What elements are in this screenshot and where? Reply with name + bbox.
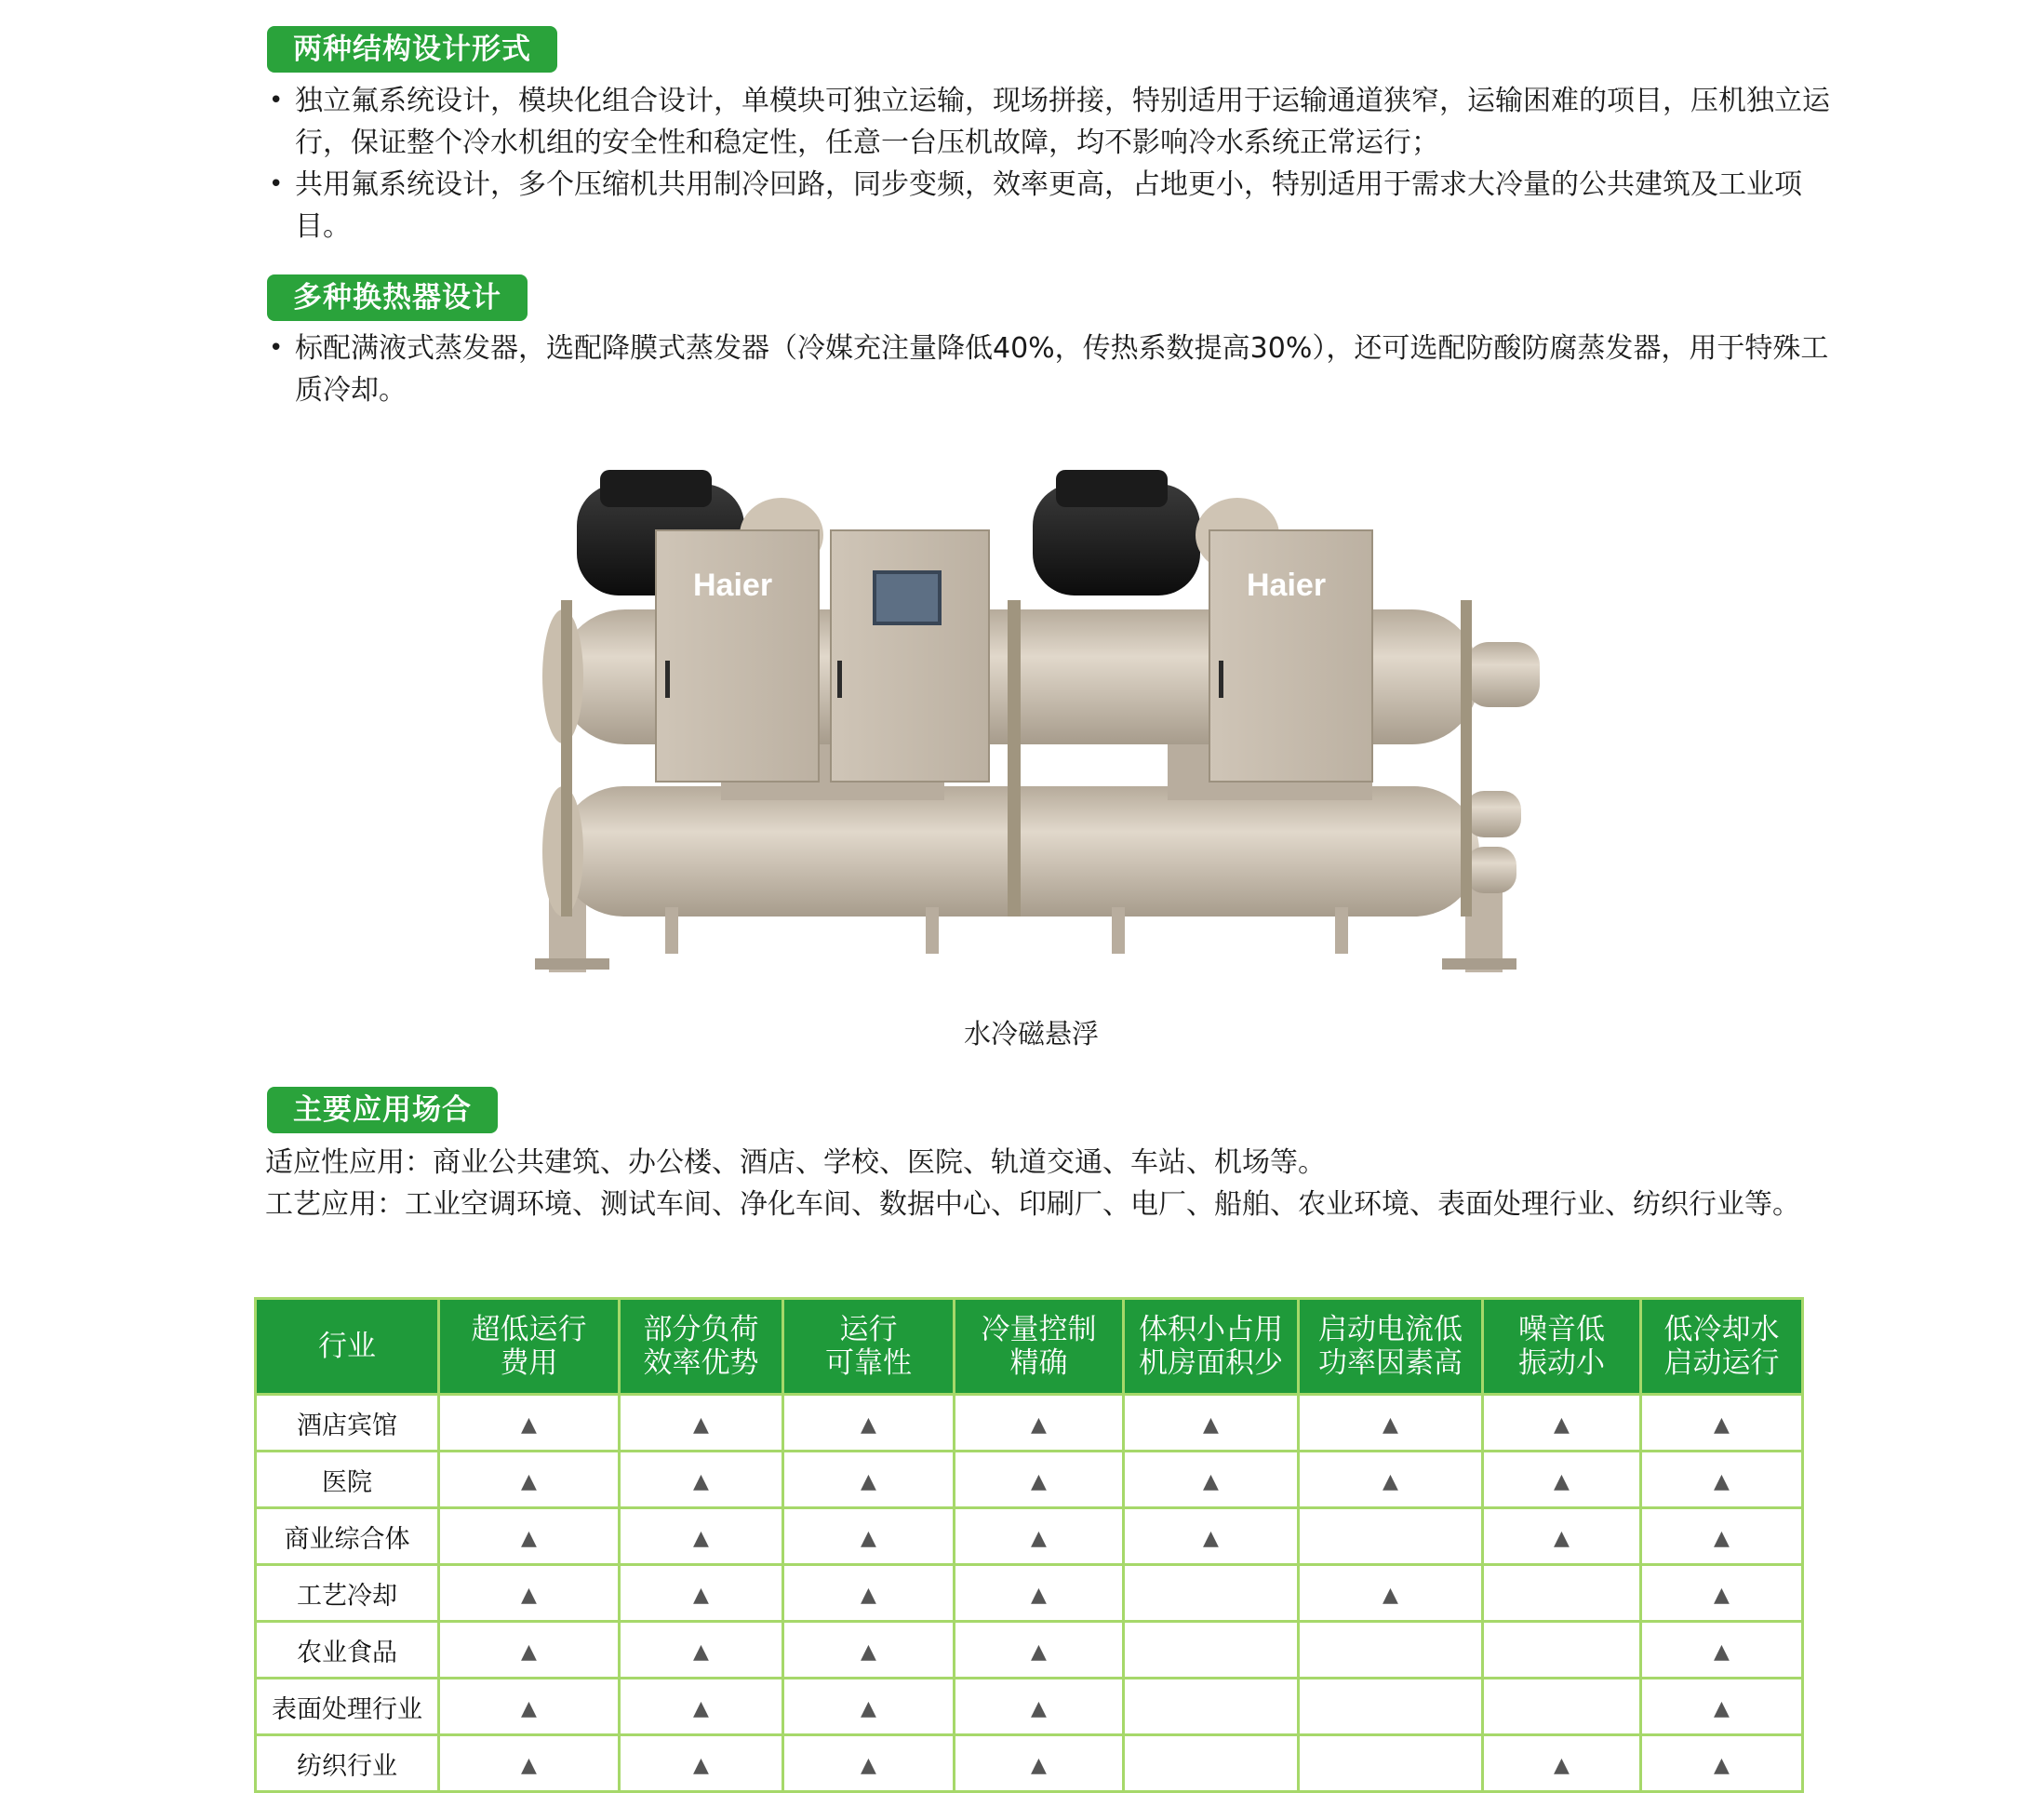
triangle-mark-icon: ▲ (1031, 1583, 1047, 1607)
chiller-product-image (535, 470, 1540, 977)
table-cell (620, 1735, 783, 1792)
triangle-mark-icon: ▲ (1383, 1583, 1398, 1607)
table-cell (1641, 1395, 1803, 1452)
list-item (267, 164, 1830, 248)
triangle-mark-icon: ▲ (1554, 1469, 1570, 1493)
column-header: 体积小占用 机房面积少 (1124, 1299, 1299, 1395)
table-cell (955, 1679, 1124, 1735)
section-title-heat-exchanger: 多种换热器设计 (267, 274, 528, 321)
table-cell (1483, 1452, 1641, 1508)
table-cell (1483, 1735, 1641, 1792)
triangle-mark-icon: ▲ (1203, 1412, 1219, 1437)
triangle-mark-icon: ▲ (521, 1753, 537, 1777)
triangle-mark-icon: ▲ (1714, 1696, 1730, 1720)
table-cell (783, 1508, 955, 1565)
triangle-mark-icon: ▲ (693, 1469, 709, 1493)
table-body (256, 1395, 1803, 1792)
table-cell (1641, 1508, 1803, 1565)
triangle-mark-icon: ▲ (521, 1526, 537, 1550)
industry-cell: 商业综合体 (256, 1508, 439, 1565)
table-cell (620, 1565, 783, 1622)
table-cell (1299, 1622, 1483, 1679)
table-cell (439, 1395, 620, 1452)
column-header: 低冷却水 启动运行 (1641, 1299, 1803, 1395)
table-cell (1641, 1622, 1803, 1679)
industry-feature-table (254, 1297, 1804, 1793)
triangle-mark-icon: ▲ (1554, 1412, 1570, 1437)
industry-cell: 工艺冷却 (256, 1565, 439, 1622)
table-cell (1299, 1565, 1483, 1622)
triangle-mark-icon: ▲ (1031, 1696, 1047, 1720)
bullet-text: 共用氟系统设计，多个压缩机共用制冷回路，同步变频，效率更高，占地更小，特别适用于需求大冷量的公共建筑及工业项目。 (295, 168, 1802, 243)
table-row (256, 1395, 1803, 1452)
table-cell (783, 1679, 955, 1735)
list-item (267, 80, 1830, 164)
table-cell (1483, 1395, 1641, 1452)
table-cell (955, 1565, 1124, 1622)
triangle-mark-icon: ▲ (521, 1469, 537, 1493)
table-header-row (256, 1299, 1803, 1395)
triangle-mark-icon: ▲ (1203, 1526, 1219, 1550)
table-cell (955, 1508, 1124, 1565)
table-cell (783, 1452, 955, 1508)
table-cell (1299, 1735, 1483, 1792)
triangle-mark-icon: ▲ (861, 1583, 876, 1607)
triangle-mark-icon: ▲ (861, 1526, 876, 1550)
table-cell (1124, 1679, 1299, 1735)
column-header: 超低运行 费用 (439, 1299, 620, 1395)
triangle-mark-icon: ▲ (1031, 1469, 1047, 1493)
table-cell (1483, 1508, 1641, 1565)
bullet-dot-icon: • (269, 334, 284, 362)
structure-bullet-list (267, 80, 1830, 248)
triangle-mark-icon: ▲ (521, 1696, 537, 1720)
brand-logo: Haier (1247, 568, 1327, 603)
table-row (256, 1452, 1803, 1508)
list-item (267, 328, 1830, 411)
triangle-mark-icon: ▲ (1714, 1469, 1730, 1493)
triangle-mark-icon: ▲ (1031, 1526, 1047, 1550)
table-cell (1124, 1622, 1299, 1679)
table-row (256, 1508, 1803, 1565)
section-title-applications: 主要应用场合 (267, 1087, 498, 1133)
table-cell (1124, 1508, 1299, 1565)
product-caption: 水冷磁悬浮 (963, 1018, 1099, 1050)
heat-exchanger-bullet-list (267, 328, 1830, 411)
table-cell (1641, 1452, 1803, 1508)
triangle-mark-icon: ▲ (1031, 1753, 1047, 1777)
table-row (256, 1679, 1803, 1735)
triangle-mark-icon: ▲ (693, 1583, 709, 1607)
application-line-general: 适应性应用：商业公共建筑、办公楼、酒店、学校、医院、轨道交通、车站、机场等。 (265, 1146, 1326, 1179)
triangle-mark-icon: ▲ (861, 1753, 876, 1777)
table-cell (439, 1622, 620, 1679)
table-cell (783, 1622, 955, 1679)
triangle-mark-icon: ▲ (693, 1526, 709, 1550)
column-header: 启动电流低 功率因素高 (1299, 1299, 1483, 1395)
brand-logo: Haier (693, 568, 773, 603)
triangle-mark-icon: ▲ (861, 1469, 876, 1493)
triangle-mark-icon: ▲ (1714, 1753, 1730, 1777)
table-cell (439, 1452, 620, 1508)
triangle-mark-icon: ▲ (521, 1583, 537, 1607)
table-cell (783, 1395, 955, 1452)
industry-cell: 纺织行业 (256, 1735, 439, 1792)
table-cell (1299, 1395, 1483, 1452)
table-cell (955, 1735, 1124, 1792)
table-cell (955, 1395, 1124, 1452)
table-cell (955, 1622, 1124, 1679)
bullet-dot-icon: • (269, 87, 284, 114)
triangle-mark-icon: ▲ (1714, 1639, 1730, 1664)
bullet-text: 标配满液式蒸发器，选配降膜式蒸发器（冷媒充注量降低40%，传热系数提高30%），还可选配防酸防腐蒸发器，用于特殊工质冷却。 (295, 332, 1829, 407)
table-cell (1483, 1679, 1641, 1735)
bullet-dot-icon: • (269, 170, 284, 198)
column-header: 部分负荷 效率优势 (620, 1299, 783, 1395)
table-cell (1124, 1395, 1299, 1452)
section-title-structure: 两种结构设计形式 (267, 26, 557, 73)
table-cell (620, 1452, 783, 1508)
table-cell (620, 1508, 783, 1565)
table-cell (1124, 1735, 1299, 1792)
industry-cell: 表面处理行业 (256, 1679, 439, 1735)
triangle-mark-icon: ▲ (1031, 1639, 1047, 1664)
table-row (256, 1735, 1803, 1792)
triangle-mark-icon: ▲ (861, 1412, 876, 1437)
table-cell (1299, 1679, 1483, 1735)
table-cell (1299, 1508, 1483, 1565)
column-header: 噪音低 振动小 (1483, 1299, 1641, 1395)
triangle-mark-icon: ▲ (1714, 1412, 1730, 1437)
table-cell (1124, 1452, 1299, 1508)
triangle-mark-icon: ▲ (861, 1639, 876, 1664)
triangle-mark-icon: ▲ (1031, 1412, 1047, 1437)
table-row (256, 1622, 1803, 1679)
table-cell (1641, 1735, 1803, 1792)
triangle-mark-icon: ▲ (693, 1412, 709, 1437)
table-cell (783, 1735, 955, 1792)
triangle-mark-icon: ▲ (1383, 1469, 1398, 1493)
triangle-mark-icon: ▲ (521, 1412, 537, 1437)
table-cell (439, 1679, 620, 1735)
application-line-process: 工艺应用：工业空调环境、测试车间、净化车间、数据中心、印刷厂、电厂、船舶、农业环境、表面处理行业、纺织行业等。 (265, 1188, 1800, 1221)
table-cell (783, 1565, 955, 1622)
table-cell (1124, 1565, 1299, 1622)
column-header: 冷量控制 精确 (955, 1299, 1124, 1395)
column-header-industry: 行业 (256, 1299, 439, 1395)
triangle-mark-icon: ▲ (521, 1639, 537, 1664)
industry-cell: 酒店宾馆 (256, 1395, 439, 1452)
triangle-mark-icon: ▲ (1554, 1526, 1570, 1550)
table-cell (1641, 1679, 1803, 1735)
triangle-mark-icon: ▲ (693, 1696, 709, 1720)
triangle-mark-icon: ▲ (1714, 1526, 1730, 1550)
table-cell (955, 1452, 1124, 1508)
triangle-mark-icon: ▲ (693, 1753, 709, 1777)
table-row (256, 1565, 1803, 1622)
triangle-mark-icon: ▲ (861, 1696, 876, 1720)
table-cell (1299, 1452, 1483, 1508)
column-header: 运行 可靠性 (783, 1299, 955, 1395)
bullet-text: 独立氟系统设计，模块化组合设计，单模块可独立运输，现场拼接，特别适用于运输通道狭窄，运输困难的项目，压机独立运行，保证整个冷水机组的安全性和稳定性，任意一台压机故障，均不影响冷水系统正常运行； (295, 85, 1830, 159)
table-cell (620, 1395, 783, 1452)
industry-cell: 农业食品 (256, 1622, 439, 1679)
industry-cell: 医院 (256, 1452, 439, 1508)
triangle-mark-icon: ▲ (693, 1639, 709, 1664)
table-cell (439, 1735, 620, 1792)
table-cell (1641, 1565, 1803, 1622)
table-cell (620, 1622, 783, 1679)
table-cell (1483, 1622, 1641, 1679)
table-cell (1483, 1565, 1641, 1622)
triangle-mark-icon: ▲ (1383, 1412, 1398, 1437)
triangle-mark-icon: ▲ (1714, 1583, 1730, 1607)
table-cell (620, 1679, 783, 1735)
table-cell (439, 1565, 620, 1622)
triangle-mark-icon: ▲ (1554, 1753, 1570, 1777)
table-cell (439, 1508, 620, 1565)
triangle-mark-icon: ▲ (1203, 1469, 1219, 1493)
